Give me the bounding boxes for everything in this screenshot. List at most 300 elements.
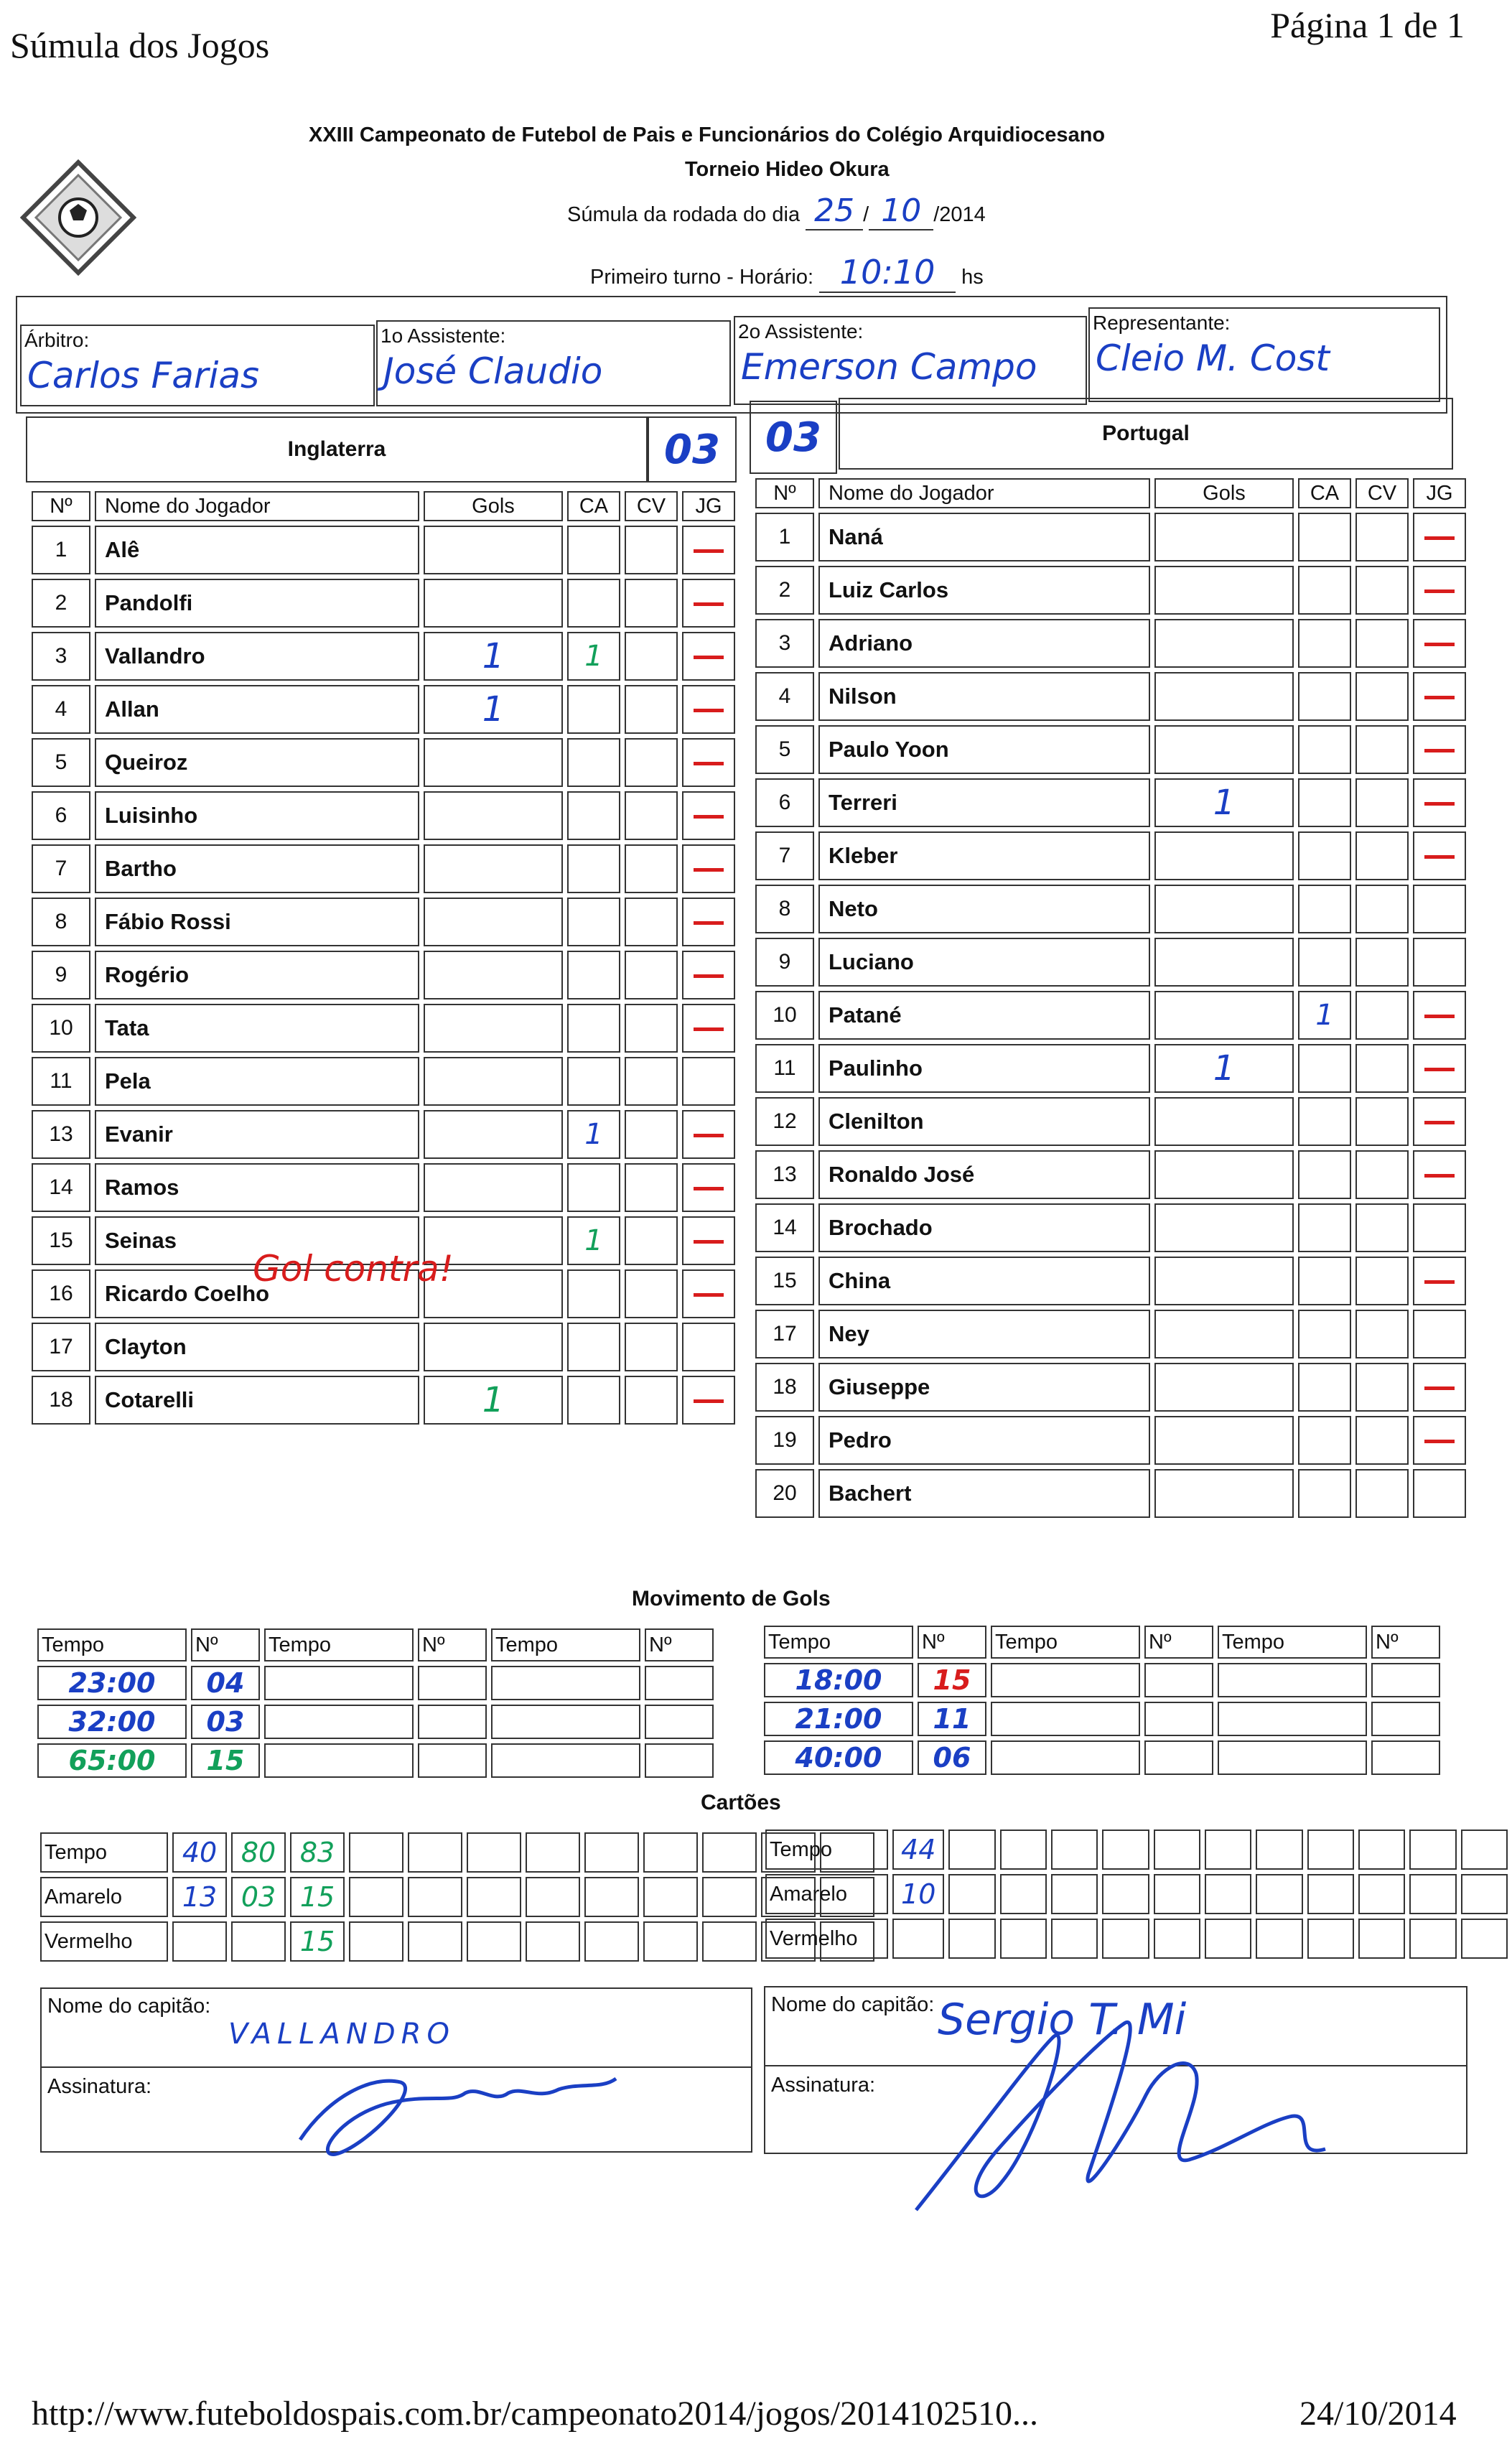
player-played bbox=[1413, 1044, 1466, 1093]
card-time-label: Tempo bbox=[40, 1832, 168, 1873]
player-row bbox=[755, 513, 1466, 561]
goal-empty-cell bbox=[1371, 1663, 1440, 1697]
card-yellow-cell bbox=[892, 1874, 944, 1914]
representative-label: Representante: bbox=[1093, 312, 1231, 334]
card-time-value: 44 bbox=[901, 1833, 936, 1865]
player-name: Fábio Rossi bbox=[95, 898, 419, 946]
card-yellow-cell bbox=[948, 1874, 995, 1914]
player-played bbox=[1413, 1416, 1466, 1465]
championship-logo-icon bbox=[20, 159, 136, 276]
card-time-cell bbox=[1409, 1830, 1456, 1870]
player-name: Luciano bbox=[818, 938, 1150, 987]
card-time-cell bbox=[408, 1832, 462, 1873]
player-played bbox=[1413, 885, 1466, 933]
player-yellow-card bbox=[1298, 1044, 1351, 1093]
turn-line bbox=[590, 253, 984, 293]
representative-name: Cleio M. Cost bbox=[1096, 337, 1330, 379]
player-number: 1 bbox=[755, 513, 814, 561]
player-goals bbox=[1154, 1203, 1294, 1252]
player-number: 9 bbox=[755, 938, 814, 987]
player-goals bbox=[424, 898, 563, 946]
player-red-card bbox=[625, 1376, 678, 1425]
home-captain-label: Nome do capitão: bbox=[47, 1995, 211, 2018]
card-time-cell bbox=[1051, 1830, 1098, 1870]
player-row bbox=[32, 738, 735, 787]
away-captain-label: Nome do capitão: bbox=[771, 1993, 935, 2016]
player-number: 7 bbox=[755, 831, 814, 880]
turn-label: Primeiro turno - Horário: bbox=[590, 266, 814, 289]
player-name: Pedro bbox=[818, 1416, 1150, 1465]
player-red-card bbox=[625, 1163, 678, 1212]
away-score: 03 bbox=[765, 414, 821, 461]
player-red-card bbox=[1355, 672, 1409, 721]
player-played bbox=[1413, 991, 1466, 1040]
card-yellow-label: Amarelo bbox=[40, 1877, 168, 1917]
player-red-card bbox=[625, 1269, 678, 1318]
played-mark-icon bbox=[694, 1293, 724, 1297]
player-number: 8 bbox=[32, 898, 90, 946]
card-red-cell bbox=[467, 1921, 521, 1962]
player-name: Patané bbox=[818, 991, 1150, 1040]
played-mark-icon bbox=[1424, 1068, 1455, 1071]
player-number: 4 bbox=[755, 672, 814, 721]
card-time-cell bbox=[1358, 1830, 1405, 1870]
player-yellow-card bbox=[1298, 513, 1351, 561]
goal-time-header: Tempo bbox=[491, 1628, 640, 1661]
player-goals bbox=[1154, 619, 1294, 668]
player-row bbox=[755, 619, 1466, 668]
player-played bbox=[1413, 1310, 1466, 1358]
player-number: 6 bbox=[32, 791, 90, 840]
player-goals bbox=[1154, 1469, 1294, 1518]
card-yellow-cell bbox=[231, 1877, 286, 1917]
player-name: Nilson bbox=[818, 672, 1150, 721]
round-day: 25 bbox=[806, 192, 863, 230]
player-yellow-card bbox=[567, 1163, 620, 1212]
card-red-cell bbox=[349, 1921, 403, 1962]
player-red-card bbox=[625, 1004, 678, 1053]
player-row bbox=[32, 1057, 735, 1106]
card-time-cell bbox=[467, 1832, 521, 1873]
played-mark-icon bbox=[694, 1399, 724, 1403]
goals-header bbox=[764, 1626, 1440, 1659]
player-row bbox=[32, 951, 735, 999]
goal-scorer-number: 15 bbox=[918, 1663, 986, 1697]
card-red-cell bbox=[1205, 1919, 1251, 1959]
played-mark-icon bbox=[1424, 1386, 1455, 1390]
card-time-value: 83 bbox=[299, 1836, 335, 1868]
goal-time-header: Tempo bbox=[37, 1628, 187, 1661]
player-row bbox=[32, 579, 735, 628]
goal-empty-cell bbox=[1218, 1740, 1367, 1775]
player-number: 10 bbox=[755, 991, 814, 1040]
player-played bbox=[1413, 938, 1466, 987]
card-time-cell bbox=[1307, 1830, 1354, 1870]
player-red-card bbox=[1355, 1044, 1409, 1093]
player-name: Luisinho bbox=[95, 791, 419, 840]
player-number: 16 bbox=[32, 1269, 90, 1318]
card-yellow-label: Amarelo bbox=[765, 1874, 888, 1914]
card-time-value: 40 bbox=[182, 1836, 218, 1868]
player-name: Naná bbox=[818, 513, 1150, 561]
player-red-card bbox=[625, 1323, 678, 1371]
player-row bbox=[755, 885, 1466, 933]
goal-num-header: Nº bbox=[1144, 1626, 1213, 1659]
goal-time-header: Tempo bbox=[764, 1626, 913, 1659]
card-red-cell bbox=[1102, 1919, 1149, 1959]
goal-empty-cell bbox=[491, 1743, 640, 1778]
player-played bbox=[1413, 619, 1466, 668]
home-score-box bbox=[648, 416, 737, 483]
goal-row bbox=[37, 1666, 714, 1700]
card-time-cell bbox=[948, 1830, 995, 1870]
player-goals bbox=[424, 526, 563, 574]
player-played bbox=[682, 1323, 735, 1371]
player-row bbox=[32, 1376, 735, 1425]
goal-scorer-number: 06 bbox=[918, 1740, 986, 1775]
player-name: Ramos bbox=[95, 1163, 419, 1212]
player-played bbox=[1413, 672, 1466, 721]
tournament-name: Torneio Hideo Okura bbox=[685, 158, 890, 181]
player-name: Ronaldo José bbox=[818, 1150, 1150, 1199]
player-row bbox=[32, 1323, 735, 1371]
card-yellow-cell bbox=[702, 1877, 757, 1917]
round-month: 10 bbox=[869, 192, 933, 230]
player-name: Bachert bbox=[818, 1469, 1150, 1518]
player-red-card bbox=[625, 1110, 678, 1159]
player-played bbox=[682, 1004, 735, 1053]
player-number: 12 bbox=[755, 1097, 814, 1146]
player-yellow-card bbox=[1298, 885, 1351, 933]
goal-time-header: Tempo bbox=[264, 1628, 414, 1661]
goal-time: 21:00 bbox=[764, 1702, 913, 1736]
card-tally: 1 bbox=[1315, 999, 1334, 1032]
player-goals bbox=[1154, 513, 1294, 561]
player-number: 4 bbox=[32, 685, 90, 734]
away-signature-label: Assinatura: bbox=[771, 2074, 876, 2097]
time-unit: hs bbox=[961, 266, 984, 289]
player-goals bbox=[1154, 778, 1294, 827]
player-red-card bbox=[1355, 725, 1409, 774]
player-yellow-card bbox=[567, 526, 620, 574]
player-yellow-card bbox=[567, 1110, 620, 1159]
card-red-cell bbox=[526, 1921, 580, 1962]
assistant2-name: Emerson Campo bbox=[741, 346, 1037, 388]
goal-empty-cell bbox=[991, 1663, 1140, 1697]
player-yellow-card bbox=[1298, 725, 1351, 774]
goal-empty-cell bbox=[264, 1666, 414, 1700]
player-played bbox=[682, 738, 735, 787]
player-row bbox=[755, 1416, 1466, 1465]
player-played bbox=[682, 632, 735, 681]
player-row bbox=[32, 1004, 735, 1053]
player-row bbox=[755, 831, 1466, 880]
goal-empty-cell bbox=[264, 1705, 414, 1739]
player-played bbox=[1413, 1203, 1466, 1252]
player-red-card bbox=[1355, 1363, 1409, 1412]
player-yellow-card bbox=[1298, 1416, 1351, 1465]
referee-cell bbox=[20, 325, 375, 406]
player-number: 5 bbox=[755, 725, 814, 774]
card-yellow-cell bbox=[290, 1877, 345, 1917]
home-signature-label: Assinatura: bbox=[47, 2075, 152, 2098]
player-name: Queiroz bbox=[95, 738, 419, 787]
player-goals bbox=[1154, 725, 1294, 774]
goal-empty-cell bbox=[491, 1705, 640, 1739]
player-played bbox=[682, 1057, 735, 1106]
card-yellow-cell bbox=[1051, 1874, 1098, 1914]
player-number: 2 bbox=[32, 579, 90, 628]
footer-date: 24/10/2014 bbox=[1299, 2395, 1457, 2433]
player-played bbox=[1413, 566, 1466, 615]
col-name: Nome do Jogador bbox=[818, 478, 1150, 508]
player-name: Pandolfi bbox=[95, 579, 419, 628]
played-mark-icon bbox=[694, 709, 724, 712]
player-name: Vallandro bbox=[95, 632, 419, 681]
goal-empty-cell bbox=[991, 1740, 1140, 1775]
player-red-card bbox=[1355, 1097, 1409, 1146]
player-goals bbox=[1154, 938, 1294, 987]
player-played bbox=[1413, 1150, 1466, 1199]
away-team-name: Portugal bbox=[1102, 421, 1190, 445]
goal-empty-cell bbox=[645, 1743, 714, 1778]
goal-time-header: Tempo bbox=[991, 1626, 1140, 1659]
player-name: Paulinho bbox=[818, 1044, 1150, 1093]
goal-tally: 1 bbox=[1213, 1048, 1236, 1089]
player-row bbox=[755, 1310, 1466, 1358]
played-mark-icon bbox=[1424, 749, 1455, 752]
player-row bbox=[755, 725, 1466, 774]
player-name: Allan bbox=[95, 685, 419, 734]
player-number: 20 bbox=[755, 1469, 814, 1518]
home-team-box bbox=[26, 416, 648, 483]
goal-empty-cell bbox=[1371, 1740, 1440, 1775]
player-name: Rogério bbox=[95, 951, 419, 999]
away-captain-box bbox=[764, 1986, 1467, 2154]
player-goals bbox=[424, 1057, 563, 1106]
player-row bbox=[755, 1203, 1466, 1252]
card-red-cell bbox=[1154, 1919, 1200, 1959]
card-time-cell bbox=[892, 1830, 944, 1870]
player-red-card bbox=[625, 685, 678, 734]
player-red-card bbox=[1355, 1257, 1409, 1305]
card-red-cell bbox=[892, 1919, 944, 1959]
player-red-card bbox=[625, 898, 678, 946]
played-mark-icon bbox=[1424, 802, 1455, 806]
player-row bbox=[32, 791, 735, 840]
player-red-card bbox=[1355, 831, 1409, 880]
round-date-line: Súmula da rodada do dia 25 / 10 /2014 bbox=[567, 192, 986, 229]
card-red-label: Vermelho bbox=[765, 1919, 888, 1959]
card-tally: 1 bbox=[584, 1118, 603, 1151]
col-cv: CV bbox=[625, 491, 678, 521]
player-yellow-card bbox=[1298, 1257, 1351, 1305]
played-mark-icon bbox=[694, 1134, 724, 1137]
col-gols: Gols bbox=[424, 491, 563, 521]
player-yellow-card bbox=[1298, 1310, 1351, 1358]
goal-empty-cell bbox=[991, 1702, 1140, 1736]
player-played bbox=[682, 685, 735, 734]
assistant2-label: 2o Assistente: bbox=[738, 320, 864, 342]
player-goals bbox=[424, 1323, 563, 1371]
goal-time: 40:00 bbox=[764, 1740, 913, 1775]
played-mark-icon bbox=[694, 762, 724, 765]
player-red-card bbox=[625, 791, 678, 840]
card-tally: 1 bbox=[584, 1224, 603, 1257]
card-red-value: 15 bbox=[299, 1925, 335, 1957]
player-row bbox=[32, 1163, 735, 1212]
referee-label: Árbitro: bbox=[24, 329, 90, 351]
player-played bbox=[682, 898, 735, 946]
player-yellow-card bbox=[1298, 1203, 1351, 1252]
played-mark-icon bbox=[694, 1187, 724, 1190]
played-mark-icon bbox=[694, 868, 724, 872]
col-name: Nome do Jogador bbox=[95, 491, 419, 521]
player-red-card bbox=[1355, 1469, 1409, 1518]
player-red-card bbox=[1355, 885, 1409, 933]
card-yellow-cell bbox=[1461, 1874, 1508, 1914]
home-team-name: Inglaterra bbox=[287, 437, 386, 461]
card-red-cell bbox=[948, 1919, 995, 1959]
player-number: 9 bbox=[32, 951, 90, 999]
card-time-cell bbox=[349, 1832, 403, 1873]
player-yellow-card bbox=[1298, 1363, 1351, 1412]
cards-section-title: Cartões bbox=[701, 1791, 781, 1814]
goal-tally: 1 bbox=[482, 1380, 505, 1420]
player-red-card bbox=[625, 526, 678, 574]
player-number: 2 bbox=[755, 566, 814, 615]
player-red-card bbox=[1355, 566, 1409, 615]
goal-empty-cell bbox=[1371, 1702, 1440, 1736]
col-cv: CV bbox=[1355, 478, 1409, 508]
player-played bbox=[682, 1216, 735, 1265]
goal-empty-cell bbox=[1144, 1702, 1213, 1736]
goal-num-header: Nº bbox=[1371, 1626, 1440, 1659]
player-goals bbox=[1154, 1150, 1294, 1199]
goal-num-header: Nº bbox=[191, 1628, 260, 1661]
player-red-card bbox=[625, 1216, 678, 1265]
card-time-value: 80 bbox=[241, 1836, 276, 1868]
player-red-card bbox=[1355, 1203, 1409, 1252]
col-num: Nº bbox=[32, 491, 90, 521]
goal-time: 18:00 bbox=[764, 1663, 913, 1697]
player-played bbox=[1413, 778, 1466, 827]
page-number: Página 1 de 1 bbox=[1270, 5, 1465, 45]
own-goal-note: Gol contra! bbox=[253, 1248, 454, 1290]
player-played bbox=[682, 844, 735, 893]
home-table-header bbox=[32, 491, 735, 521]
played-mark-icon bbox=[694, 974, 724, 978]
player-goals bbox=[1154, 1257, 1294, 1305]
card-yellow-cell bbox=[1256, 1874, 1302, 1914]
footer-url[interactable]: http://www.futeboldospais.com.br/campeonato2014/jogos/2014102510... bbox=[32, 2395, 1039, 2433]
player-name: Giuseppe bbox=[818, 1363, 1150, 1412]
player-goals bbox=[1154, 1097, 1294, 1146]
card-yellow-row bbox=[40, 1877, 874, 1917]
col-jg: JG bbox=[1413, 478, 1466, 508]
player-row bbox=[755, 991, 1466, 1040]
player-red-card bbox=[625, 951, 678, 999]
card-yellow-cell bbox=[467, 1877, 521, 1917]
player-red-card bbox=[625, 579, 678, 628]
card-red-cell bbox=[1000, 1919, 1047, 1959]
player-goals bbox=[1154, 1044, 1294, 1093]
played-mark-icon bbox=[1424, 1174, 1455, 1178]
card-yellow-cell bbox=[1358, 1874, 1405, 1914]
col-gols: Gols bbox=[1154, 478, 1294, 508]
player-number: 14 bbox=[755, 1203, 814, 1252]
player-yellow-card bbox=[1298, 619, 1351, 668]
card-time-cell bbox=[702, 1832, 757, 1873]
player-row bbox=[755, 938, 1466, 987]
player-number: 15 bbox=[32, 1216, 90, 1265]
played-mark-icon bbox=[1424, 643, 1455, 646]
card-yellow-value: 10 bbox=[901, 1878, 936, 1910]
away-goals-table bbox=[760, 1621, 1445, 1779]
player-red-card bbox=[625, 1057, 678, 1106]
championship-title: XXIII Campeonato de Futebol de Pais e Funcionários do Colégio Arquidiocesano bbox=[309, 123, 1106, 146]
player-yellow-card bbox=[1298, 831, 1351, 880]
goal-empty-cell bbox=[491, 1666, 640, 1700]
player-yellow-card bbox=[1298, 566, 1351, 615]
played-mark-icon bbox=[1424, 696, 1455, 699]
card-red-cell bbox=[1461, 1919, 1508, 1959]
goal-row bbox=[764, 1740, 1440, 1775]
player-played bbox=[1413, 513, 1466, 561]
home-signature-icon bbox=[286, 2054, 645, 2161]
player-goals bbox=[424, 844, 563, 893]
referee-name: Carlos Farias bbox=[27, 355, 260, 396]
player-number: 11 bbox=[755, 1044, 814, 1093]
player-name: Tata bbox=[95, 1004, 419, 1053]
player-yellow-card bbox=[567, 738, 620, 787]
player-yellow-card bbox=[567, 844, 620, 893]
player-number: 8 bbox=[755, 885, 814, 933]
card-yellow-cell bbox=[643, 1877, 698, 1917]
away-table-header bbox=[755, 478, 1466, 508]
player-played bbox=[682, 951, 735, 999]
card-yellow-value: 15 bbox=[299, 1880, 335, 1913]
player-red-card bbox=[1355, 778, 1409, 827]
card-time-label: Tempo bbox=[765, 1830, 888, 1870]
player-name: Pela bbox=[95, 1057, 419, 1106]
card-time-cell bbox=[643, 1832, 698, 1873]
player-number: 10 bbox=[32, 1004, 90, 1053]
player-played bbox=[682, 1163, 735, 1212]
player-goals bbox=[424, 791, 563, 840]
goal-row bbox=[37, 1743, 714, 1778]
away-cards-table bbox=[761, 1825, 1512, 1963]
player-row bbox=[755, 1363, 1466, 1412]
played-mark-icon bbox=[1424, 536, 1455, 540]
player-red-card bbox=[1355, 1416, 1409, 1465]
card-red-cell bbox=[408, 1921, 462, 1962]
player-name: Cotarelli bbox=[95, 1376, 419, 1425]
card-red-cell bbox=[290, 1921, 345, 1962]
player-number: 17 bbox=[32, 1323, 90, 1371]
played-mark-icon bbox=[694, 602, 724, 606]
goal-empty-cell bbox=[645, 1705, 714, 1739]
away-score-box bbox=[750, 401, 837, 474]
played-mark-icon bbox=[1424, 1015, 1455, 1018]
card-yellow-cell bbox=[1154, 1874, 1200, 1914]
player-name: Alê bbox=[95, 526, 419, 574]
player-played bbox=[682, 579, 735, 628]
player-played bbox=[682, 1376, 735, 1425]
played-mark-icon bbox=[694, 921, 724, 925]
col-ca: CA bbox=[567, 491, 620, 521]
player-row bbox=[755, 1257, 1466, 1305]
